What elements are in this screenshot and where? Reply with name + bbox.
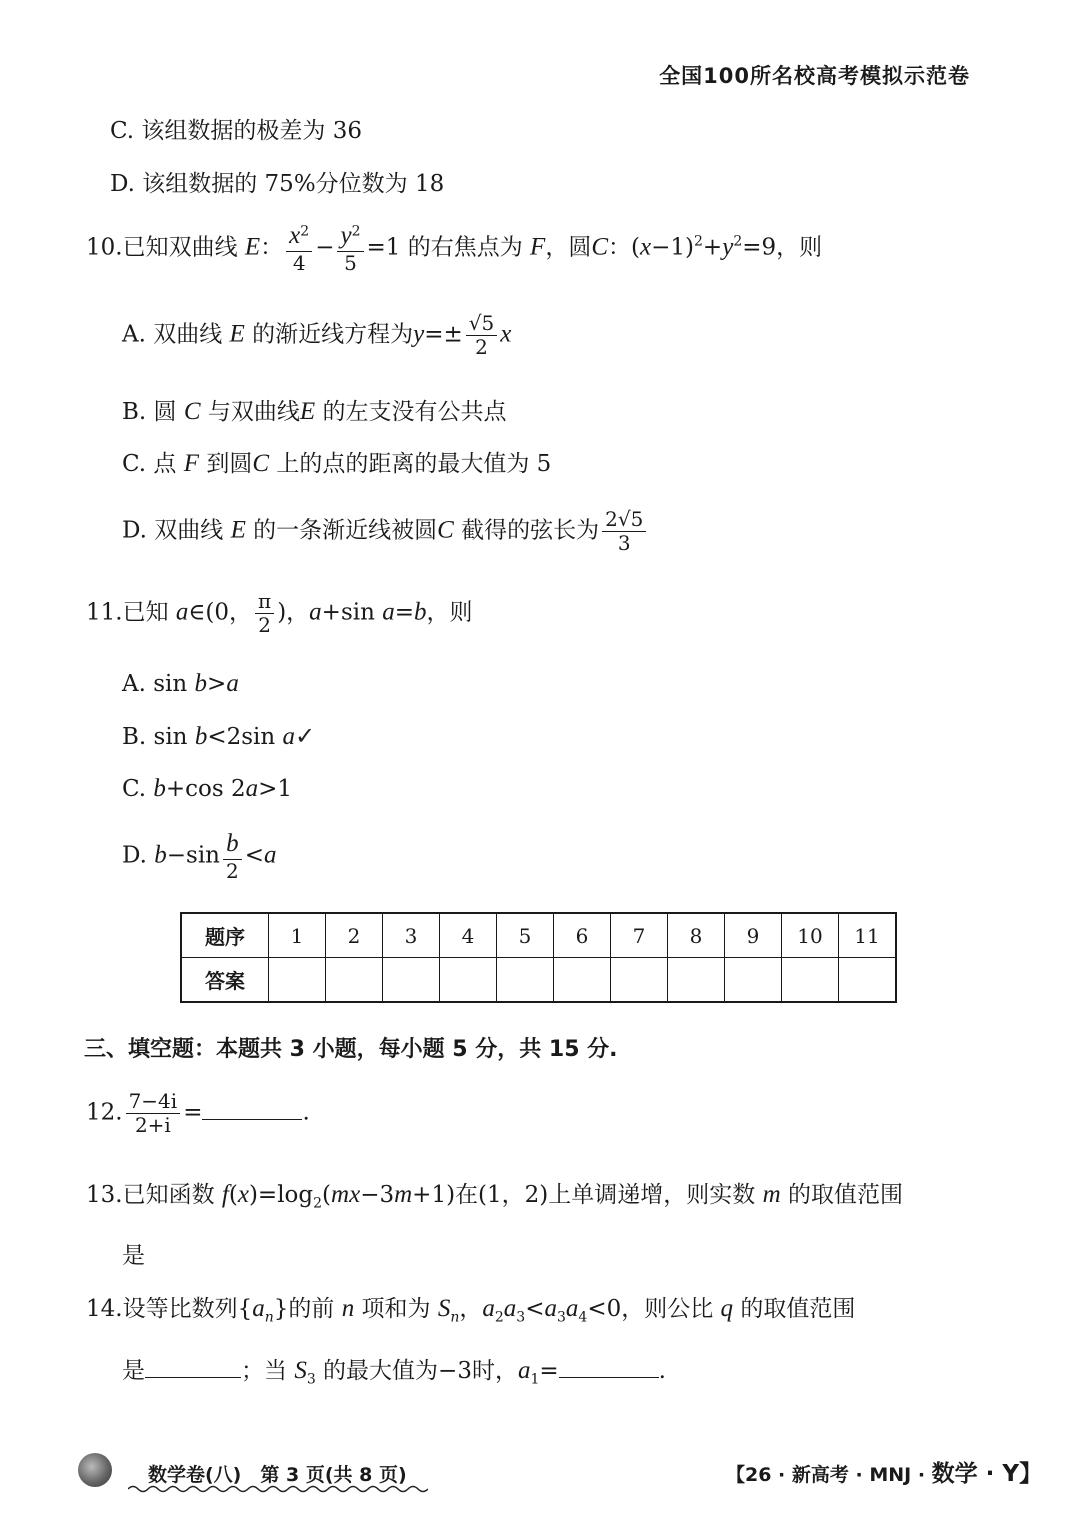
table-cell: 7 bbox=[611, 913, 668, 958]
q10-fraction-y: $\frac{y^2}{5}$ bbox=[337, 222, 363, 275]
answer-cell[interactable] bbox=[725, 958, 782, 1003]
answer-cell[interactable] bbox=[839, 958, 897, 1003]
q14-number: 14. bbox=[86, 1296, 123, 1322]
table-cell: 5 bbox=[497, 913, 554, 958]
q13: 13.已知函数 $f(x)=\log_2(mx-3m+1)$在(1，2)上单调递增，则实数 m 的取值范围 bbox=[86, 1181, 903, 1212]
table-row bbox=[181, 913, 896, 958]
q11-fraction-b-over-2: $\frac{b}{2}$ bbox=[223, 830, 242, 883]
wavy-underline bbox=[128, 1484, 428, 1494]
q10-fraction-2sqrt5-over-3: $\frac{2√5}{3}$ bbox=[602, 508, 646, 555]
q11-option-d: D. b−sin $\frac{b}{2}$ <a bbox=[122, 830, 277, 883]
table-cell: 4 bbox=[440, 913, 497, 958]
table-cell: 11 bbox=[839, 913, 897, 958]
q13-number: 13. bbox=[86, 1182, 123, 1208]
q10-fraction-x: $\frac{x^2}{4}$ bbox=[286, 222, 312, 275]
q11-option-c: C. b+cos 2a>1 bbox=[122, 775, 293, 802]
q11-option-a: A. sin b>a bbox=[122, 670, 239, 697]
q10-option-d: D. 双曲线 E 的一条渐近线被圆C 截得的弦长为 $\frac{2√5}{3}$ bbox=[122, 508, 649, 555]
handwritten-check-mark-icon: ✓ bbox=[295, 722, 316, 750]
table-cell: 8 bbox=[668, 913, 725, 958]
q14-line2: 是 ；当 $S_3$ 的最大值为−3时，$a_1=$ . bbox=[122, 1357, 666, 1388]
q10-fraction-sqrt5-over-2: $\frac{√5}{2}$ bbox=[466, 312, 497, 359]
footer-exam-code: 【26 · 新高考 · MNJ · 数学 · Y】 bbox=[726, 1461, 1043, 1487]
table-header-answer: 答案 bbox=[181, 958, 269, 1003]
answer-cell[interactable] bbox=[782, 958, 839, 1003]
answer-table bbox=[180, 912, 897, 1003]
answer-cell[interactable] bbox=[440, 958, 497, 1003]
section-title: 三、填空题：本题共 3 小题，每小题 5 分，共 15 分. bbox=[84, 1037, 618, 1062]
q10-stem: 10.已知双曲线 E： $\frac{x^2}{4}$ − $\frac{y^2}{5}$ =1 的右焦点为 F，圆C：$(x-1)^2+y^2=9$，则 bbox=[86, 222, 823, 275]
q14-answer-blank-1[interactable] bbox=[145, 1377, 241, 1378]
q11-fraction-pi-over-2: $\frac{\pi}{2}$ bbox=[255, 590, 274, 637]
table-cell: 3 bbox=[383, 913, 440, 958]
table-header-question-order: 题序 bbox=[181, 913, 269, 958]
table-cell: 1 bbox=[269, 913, 326, 958]
answer-cell[interactable] bbox=[497, 958, 554, 1003]
footer-page-info: 数学卷(八) 第 3 页(共 8 页) bbox=[148, 1464, 407, 1486]
q12-fraction: $\frac{7-4i}{2+i}$ bbox=[126, 1090, 181, 1137]
q12-number: 12. bbox=[86, 1099, 123, 1126]
q9-option-d: D. 该组数据的 75%分位数为 18 bbox=[110, 171, 445, 197]
table-cell: 2 bbox=[326, 913, 383, 958]
q11-option-b: B. sin b<2sin a✓ bbox=[122, 722, 316, 750]
answer-cell[interactable] bbox=[383, 958, 440, 1003]
q9-option-c: C. 该组数据的极差为 36 bbox=[110, 118, 362, 144]
table-cell: 6 bbox=[554, 913, 611, 958]
answer-cell[interactable] bbox=[611, 958, 668, 1003]
q14: 14.设等比数列$\{a_n\}$的前 n 项和为 $S_n$，$a_2a_3<a_3a_4<0$，则公比 q 的取值范围 bbox=[86, 1295, 856, 1326]
q10-option-b: B. 圆 C 与双曲线E 的左支没有公共点 bbox=[122, 398, 507, 425]
q11-number: 11. bbox=[86, 599, 123, 626]
q10-option-c: C. 点 F 到圆C 上的点的距离的最大值为 5 bbox=[122, 450, 552, 477]
answer-cell[interactable] bbox=[668, 958, 725, 1003]
q10-number: 10. bbox=[86, 234, 123, 261]
table-row bbox=[181, 958, 896, 1003]
q12: 12. $\frac{7-4i}{2+i}$ = . bbox=[86, 1089, 310, 1137]
q13-line2: 是 bbox=[122, 1243, 145, 1269]
answer-cell[interactable] bbox=[554, 958, 611, 1003]
q12-answer-blank[interactable] bbox=[202, 1119, 302, 1120]
table-cell: 10 bbox=[782, 913, 839, 958]
q14-answer-blank-2[interactable] bbox=[559, 1377, 659, 1378]
table-cell: 9 bbox=[725, 913, 782, 958]
q11-stem: 11.已知 a∈(0， $\frac{\pi}{2}$ )，a+sin a=b，则 bbox=[86, 589, 473, 637]
publisher-logo-icon bbox=[78, 1453, 112, 1487]
answer-cell[interactable] bbox=[269, 958, 326, 1003]
answer-cell[interactable] bbox=[326, 958, 383, 1003]
exam-series-title: 全国100所名校高考模拟示范卷 bbox=[659, 64, 970, 88]
footer-subject: 数学 · Y】 bbox=[931, 1461, 1043, 1487]
q10-option-a: A. 双曲线 E 的渐近线方程为y=± $\frac{√5}{2}$ x bbox=[122, 311, 512, 359]
